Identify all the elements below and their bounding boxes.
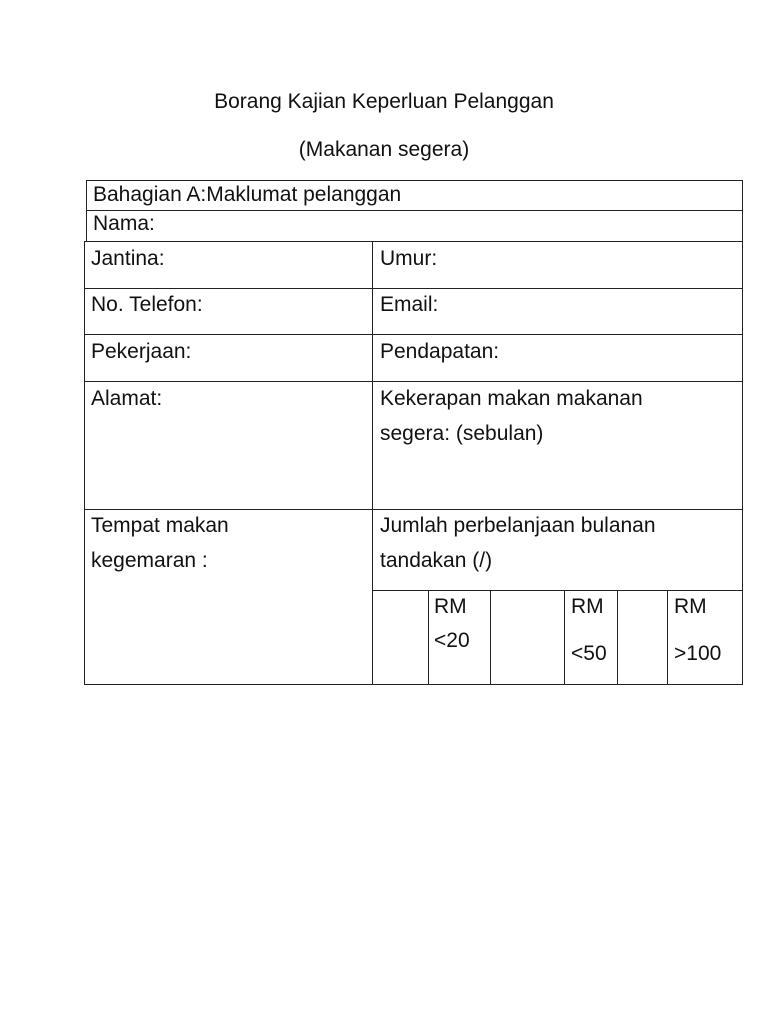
checkbox-cell-divider xyxy=(564,590,565,685)
email-label: Email: xyxy=(380,293,439,316)
option-rm50-line1: RM xyxy=(571,595,604,618)
jantina-label: Jantina: xyxy=(91,247,165,270)
checkbox-cell-rm20[interactable] xyxy=(374,592,427,683)
jumlah-label-line1: Jumlah perbelanjaan bulanan xyxy=(380,514,656,537)
option-rm100-line1: RM xyxy=(674,595,707,618)
tempat-label-line1: Tempat makan xyxy=(91,514,229,537)
pekerjaan-label: Pekerjaan: xyxy=(91,340,192,363)
option-rm100-line2: >100 xyxy=(674,642,722,665)
checkbox-cell-divider xyxy=(667,590,668,685)
nama-row xyxy=(86,210,743,242)
umur-label: Umur: xyxy=(380,247,438,270)
pendapatan-label: Pendapatan: xyxy=(380,340,500,363)
form-title: Borang Kajian Keperluan Pelanggan xyxy=(214,90,554,113)
tempat-label-line2: kegemaran : xyxy=(91,549,208,572)
option-rm20-line2: <20 xyxy=(434,629,470,652)
checkbox-cell-rm50[interactable] xyxy=(492,592,563,683)
section-a-label: Bahagian A:Maklumat pelanggan xyxy=(93,183,402,206)
alamat-label: Alamat: xyxy=(91,387,163,410)
checkbox-cell-divider xyxy=(490,590,491,685)
jumlah-label-line2: tandakan (/) xyxy=(380,549,493,572)
checkbox-cell-divider xyxy=(617,590,618,685)
option-rm50-line2: <50 xyxy=(571,642,607,665)
center-divider xyxy=(372,241,373,685)
nama-label: Nama: xyxy=(93,212,155,235)
option-rm20-line1: RM xyxy=(434,595,467,618)
kekerapan-label-line2: segera: (sebulan) xyxy=(380,422,544,445)
telefon-label: No. Telefon: xyxy=(91,293,203,316)
checkbox-cell-divider xyxy=(428,590,429,685)
checkbox-cell-rm100[interactable] xyxy=(619,592,666,683)
form-subtitle: (Makanan segera) xyxy=(298,138,470,161)
kekerapan-label-line1: Kekerapan makan makanan xyxy=(380,387,643,410)
